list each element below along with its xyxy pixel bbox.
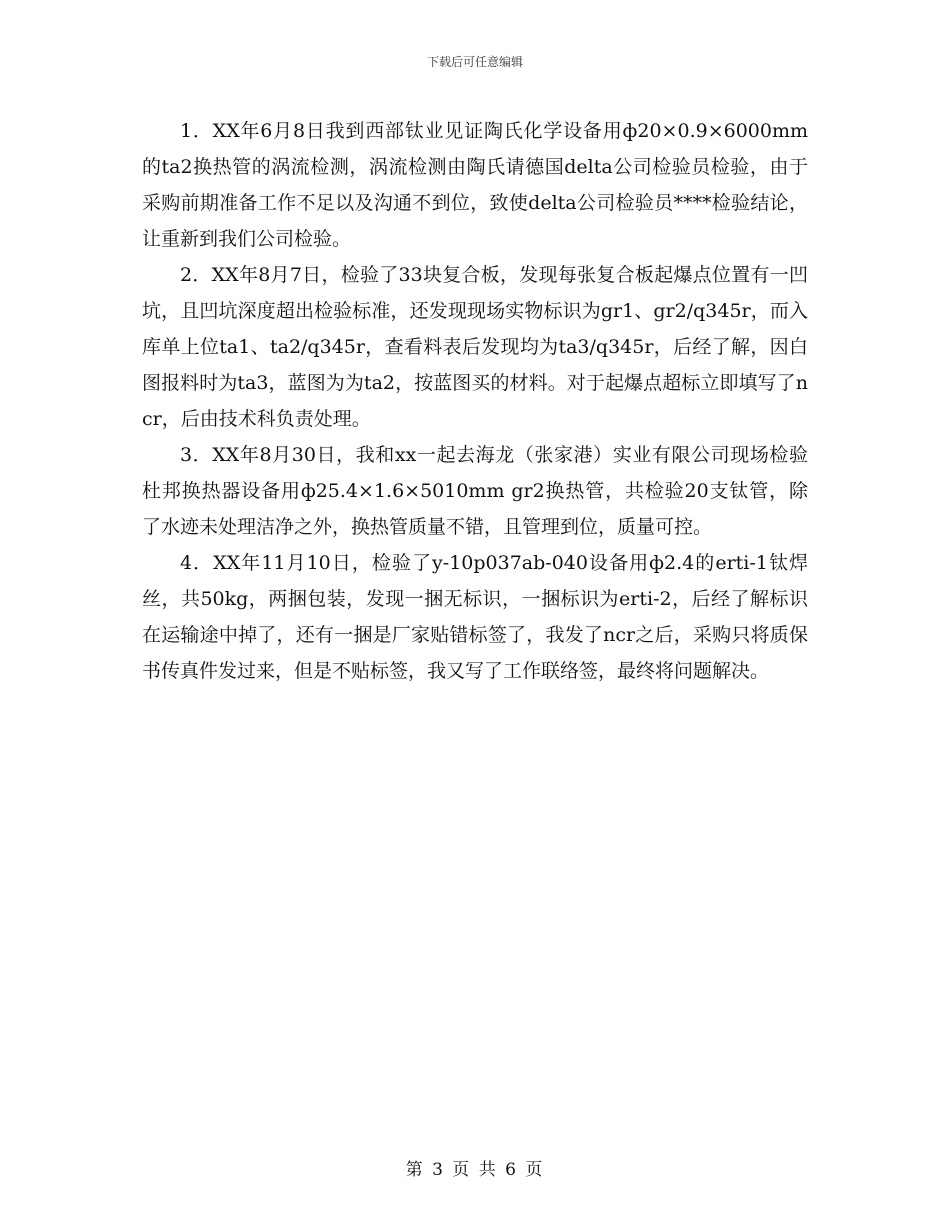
paragraph-2: 2．XX年8月7日，检验了33块复合板，发现每张复合板起爆点位置有一凹坑，且凹坑深度超出检验标准，还发现现场实物标识为gr1、gr2/q345r，而入库单上位ta1、ta2/q345r，查看料表后发现均为ta3/q345r，后经了解，因白图报料时为ta3，蓝图为为ta2，按蓝图买的材料。对于起爆点超标立即填写了ncr，后由技术科负责处理。: [142, 264, 808, 430]
document-body: [142, 113, 808, 689]
paragraph-3: 3．XX年8月30日，我和xx一起去海龙（张家港）实业有限公司现场检验杜邦换热器设备用ф25.4×1.6×5010mm gr2换热管，共检验20支钛管，除了水迹未处理洁净之外，换热管质量不错，且管理到位，质量可控。: [142, 444, 808, 538]
paragraph-4: 4．XX年11月10日，检验了y-10p037ab-040设备用ф2.4的erti-1钛焊丝，共50kg，两捆包装，发现一捆无标识，一捆标识为erti-2，后经了解标识在运输途中掉了，还有一捆是厂家贴错标签了，我发了ncr之后，采购只将质保书传真件发过来，但是不贴标签，我又写了工作联络签，最终将问题解决。: [142, 552, 808, 682]
page-header-note: 下载后可任意编辑: [426, 55, 523, 69]
paragraph-1: 1．XX年6月8日我到西部钛业见证陶氏化学设备用ф20×0.9×6000mm的ta2换热管的涡流检测，涡流检测由陶氏请德国delta公司检验员检验，由于采购前期准备工作不足以及沟通不到位，致使delta公司检验员****检验结论，让重新到我们公司检验。: [142, 120, 808, 250]
page-number-footer: 第 3 页 共 6 页: [405, 1160, 545, 1180]
